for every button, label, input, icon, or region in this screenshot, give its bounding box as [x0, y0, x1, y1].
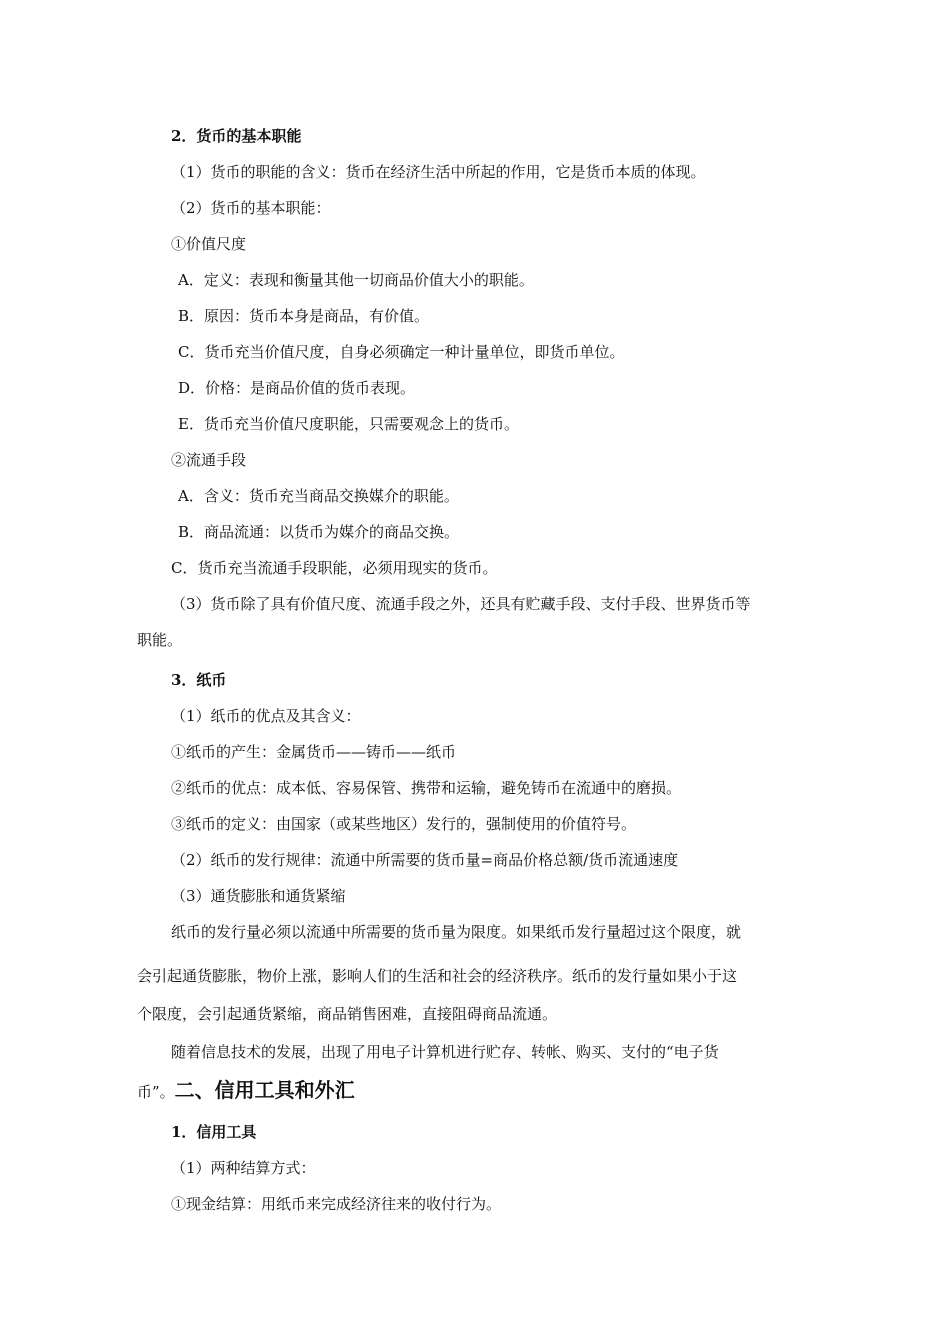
paragraph-electronic-money-line1: 随着信息技术的发展，出现了用电子计算机进行贮存、转帐、购买、支付的“电子货 — [171, 1043, 719, 1061]
list-item-d-price: D．价格：是商品价值的货币表现。 — [178, 379, 416, 397]
list-item-c-real-money: C．货币充当流通手段职能，必须用现实的货币。 — [171, 559, 498, 577]
paragraph-paper-advantages: （1）纸币的优点及其含义： — [171, 707, 361, 725]
section-title-credit-tools: 1．信用工具 — [171, 1123, 257, 1141]
section-title-paper-money: 3．纸币 — [171, 671, 227, 689]
paragraph-inflation-deflation: （3）通货膨胀和通货紧缩 — [171, 887, 346, 905]
list-item-b-commodity-circulation: B．商品流通：以货币为媒介的商品交换。 — [178, 523, 460, 541]
list-item-paper-merits: ②纸币的优点：成本低、容易保管、携带和运输，避免铸币在流通中的磨损。 — [171, 779, 682, 797]
list-item-cash-settlement: ①现金结算：用纸币来完成经济往来的收付行为。 — [171, 1195, 502, 1213]
paragraph-issuance-line3: 个限度，会引起通货紧缩，商品销售困难，直接阻碍商品流通。 — [137, 1005, 558, 1023]
list-item-a-meaning: A．含义：货币充当商品交换媒介的职能。 — [178, 487, 459, 505]
list-item-e-conceptual: E．货币充当价值尺度职能，只需要观念上的货币。 — [178, 415, 519, 433]
paragraph-other-functions-line2: 职能。 — [137, 631, 183, 649]
paragraph-issuance-law: （2）纸币的发行规律：流通中所需要的货币量=商品价格总额/货币流通速度 — [171, 851, 679, 869]
paragraph-other-functions-line1: （3）货币除了具有价值尺度、流通手段之外，还具有贮藏手段、支付手段、世界货币等 — [171, 595, 751, 613]
paragraph-issuance-line2: 会引起通货膨胀，物价上涨，影响人们的生活和社会的经济秩序。纸币的发行量如果小于这 — [137, 967, 738, 985]
paragraph-issuance-line1: 纸币的发行量必须以流通中所需要的货币量为限度。如果纸币发行量超过这个限度，就 — [171, 923, 742, 941]
section-title-money-functions: 2．货币的基本职能 — [171, 127, 302, 145]
list-item-a-definition: A．定义：表现和衡量其他一切商品价值大小的职能。 — [178, 271, 534, 289]
list-item-b-reason: B．原因：货币本身是商品，有价值。 — [178, 307, 430, 325]
list-item-c-unit: C．货币充当价值尺度，自身必须确定一种计量单位，即货币单位。 — [178, 343, 625, 361]
paragraph-basic-functions: （2）货币的基本职能： — [171, 199, 331, 217]
paragraph-electronic-money-line2 — [137, 1080, 355, 1102]
electronic-money-tail: 币”。 — [137, 1083, 175, 1101]
subheading-value-measure: ①价值尺度 — [171, 235, 247, 253]
paragraph-function-meaning: （1）货币的职能的含义：货币在经济生活中所起的作用，它是货币本质的体现。 — [171, 163, 706, 181]
list-item-paper-origin: ①纸币的产生：金属货币——铸币——纸币 — [171, 743, 457, 761]
subheading-circulation: ②流通手段 — [171, 451, 247, 469]
section-heading-credit-forex: 二、信用工具和外汇 — [174, 1078, 355, 1102]
list-item-paper-definition: ③纸币的定义：由国家（或某些地区）发行的，强制使用的价值符号。 — [171, 815, 637, 833]
paragraph-settlement-methods: （1）两种结算方式： — [171, 1159, 316, 1177]
